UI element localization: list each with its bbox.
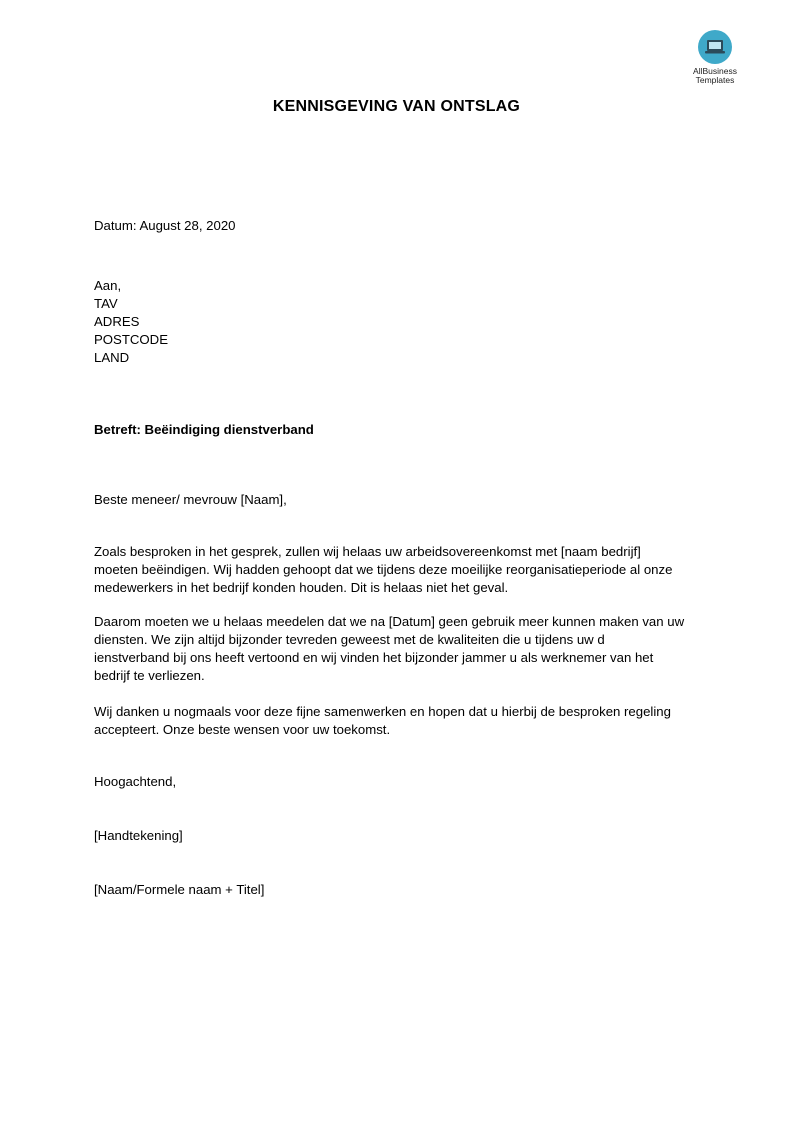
- closing: Hoogachtend,: [94, 774, 177, 789]
- document-title: KENNISGEVING VAN ONTSLAG: [272, 98, 521, 115]
- logo-line-2: Templates: [695, 75, 735, 85]
- subject-line: Betreft: Beëindiging dienstverband: [94, 422, 314, 437]
- laptop-icon: [698, 30, 732, 64]
- paragraph-3-line: accepteert. Onze beste wensen voor uw toekomst.: [94, 722, 391, 737]
- signature-placeholder: [Handtekening]: [94, 828, 183, 843]
- logo-text: [681, 67, 749, 85]
- paragraph-1-line: moeten beëindigen. Wij hadden gehoopt dat we tijdens deze moeilijke reorganisatieperiode al onze: [94, 562, 673, 577]
- paragraph-1: [94, 543, 704, 597]
- paragraph-3-line: Wij danken u nogmaals voor deze fijne samenwerken en hopen dat u hierbij de besproken regeling: [94, 704, 671, 719]
- salutation: Beste meneer/ mevrouw [Naam],: [94, 492, 287, 507]
- paragraph-3: [94, 703, 704, 739]
- address-line-attention: TAV: [94, 296, 118, 311]
- date-line: Datum: August 28, 2020: [94, 218, 236, 233]
- address-line-postcode: POSTCODE: [94, 332, 169, 347]
- paragraph-1-line: Zoals besproken in het gesprek, zullen wij helaas uw arbeidsovereenkomst met [naam bedrijf]: [94, 544, 641, 559]
- paragraph-2: [94, 613, 704, 685]
- paragraph-1-line: medewerkers in het bedrijf konden houden. Dit is helaas niet het geval.: [94, 580, 509, 595]
- paragraph-2-line: diensten. We zijn altijd bijzonder tevreden geweest met de kwaliteiten die u tijdens uw d: [94, 632, 605, 647]
- address-line-address: ADRES: [94, 314, 140, 329]
- address-line-country: LAND: [94, 350, 130, 365]
- name-title-placeholder: [Naam/Formele naam + Titel]: [94, 882, 265, 897]
- paragraph-2-line: Daarom moeten we u helaas meedelen dat we na [Datum] geen gebruik meer kunnen maken van uw: [94, 614, 685, 629]
- paragraph-2-line: ienstverband bij ons heeft vertoond en wij vinden het bijzonder jammer u als werknemer van het: [94, 650, 654, 665]
- paragraph-2-line: bedrijf te verliezen.: [94, 668, 205, 683]
- logo-line-1: AllBusiness: [693, 66, 737, 76]
- company-logo: [681, 30, 749, 85]
- address-line-to: Aan,: [94, 278, 122, 293]
